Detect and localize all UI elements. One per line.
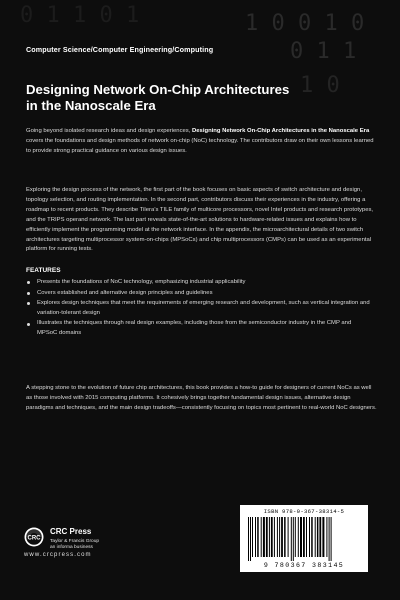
- svg-text:CRC: CRC: [27, 535, 41, 542]
- barcode-bar: [306, 517, 307, 557]
- barcode-bar: [257, 517, 259, 557]
- feature-item: Illustrates the techniques through real design examples, including those from the semiconductor industry in the CMP and MPSoC domains: [26, 319, 371, 339]
- barcode-bar: [317, 517, 319, 557]
- barcode-bar: [309, 517, 310, 557]
- barcode-bar: [284, 517, 286, 557]
- publisher-group-line-2: an informa business: [50, 545, 93, 550]
- barcode-bar: [326, 517, 327, 557]
- barcode-bar: [255, 517, 256, 557]
- publisher-name: CRC Press: [50, 527, 92, 536]
- barcode-bar: [315, 517, 316, 557]
- intro-text-2: covers the foundations and design methods of network on-chip (NoC) technology. The contributors draw on their own lessons learned to provide strong practical guidance on various design issues.: [26, 137, 374, 154]
- barcode-bar: [291, 517, 292, 561]
- barcode-bar: [293, 517, 294, 561]
- barcode-bar: [274, 517, 275, 557]
- isbn-label: ISBN 978-0-367-38314-5: [263, 508, 345, 515]
- svg-text:0 1 1 0 1: 0 1 1 0 1: [20, 3, 140, 28]
- isbn-digits: 9 780367 383145: [263, 562, 345, 569]
- barcode-bar: [319, 517, 321, 557]
- publisher-group-line-1: Taylor & Francis Group: [50, 539, 100, 544]
- barcode-bars: [246, 517, 362, 561]
- barcode-bar: [300, 517, 302, 557]
- barcode-bar: [298, 517, 299, 557]
- intro-title-bold: Designing Network On-Chip Architectures in the Nanoscale Era: [192, 128, 370, 134]
- barcode-bar: [281, 517, 283, 557]
- book-title: [26, 82, 378, 114]
- svg-text:0 1 1: 0 1 1: [290, 39, 357, 64]
- isbn-barcode: [240, 505, 368, 572]
- barcode-bar: [303, 517, 305, 557]
- intro-text-1: Going beyond isolated research ideas and design experiences,: [26, 128, 193, 134]
- barcode-bar: [261, 517, 262, 557]
- barcode-bar: [331, 517, 332, 561]
- publisher-group: [50, 539, 140, 551]
- overview-paragraph: Exploring the design process of the network, the first part of the book focuses on basic aspects of switch architecture and design, topology selection, and routing implementation. In the second part, contributors discuss their experiences in the industry, offering a roadmap to recent products. They describe Tilera’s TILE family of multicore processors, novel Intel products and research prototypes, and the TRIPS operand network. The last part reveals state-of-the-art solutions to hardware-related issues and explains how to efficiently implement the programming model at the network interface. In the appendix, the microarchitectural details of two switch architectures targeting multiprocessor system-on-chips (MPSoCs) and chip multiprocessors (CMPs) can be used as an experimental platform for running tests.: [26, 187, 374, 253]
- barcode-bar: [288, 517, 289, 557]
- svg-text:1 0 0 1 0: 1 0 0 1 0: [245, 11, 365, 36]
- publisher-website-link[interactable]: www.crcpress.com: [24, 552, 92, 558]
- barcode-bar: [266, 517, 268, 557]
- barcode-bar: [271, 517, 273, 557]
- book-title-line-2: in the Nanoscale Era: [26, 98, 156, 113]
- barcode-bar: [269, 517, 270, 557]
- barcode-bar: [248, 517, 249, 561]
- feature-item: Covers established and alternative design principles and guidelines: [26, 289, 371, 299]
- barcode-bar: [329, 517, 330, 561]
- intro-paragraph: [26, 127, 378, 157]
- features-list: [26, 278, 371, 340]
- book-title-line-1: Designing Network On-Chip Architectures: [26, 82, 290, 97]
- closing-paragraph: A stepping stone to the evolution of future chip architectures, this book provides a how-to guide for designers of current NoCs as well as those involved with 2015 computing platforms. It cohesively brings together fundamental design issues, alternative design paradigms and techniques, and the main design tradeoffs—consistently focusing on topics most pertinent to real-world NoC designers.: [26, 385, 377, 411]
- svg-text:1 0: 1 0: [300, 73, 340, 98]
- barcode-bar: [311, 517, 313, 557]
- feature-item: Presents the foundations of NoC technology, emphasizing industrial applicability: [26, 278, 371, 288]
- barcode-bar: [263, 517, 265, 557]
- barcode-bar: [250, 517, 251, 561]
- barcode-bar: [295, 517, 296, 557]
- crc-press-logo-icon: [24, 527, 44, 547]
- barcode-bar: [322, 517, 324, 557]
- barcode-bar: [252, 517, 253, 557]
- barcode-bar: [279, 517, 280, 557]
- features-heading: FEATURES: [26, 267, 61, 274]
- barcode-bar: [277, 517, 278, 557]
- subject-category: Computer Science/Computer Engineering/Computing: [26, 45, 214, 54]
- feature-item: Explores design techniques that meet the requirements of emerging research and development, such as vertical integration and variation-tolerant design: [26, 299, 371, 319]
